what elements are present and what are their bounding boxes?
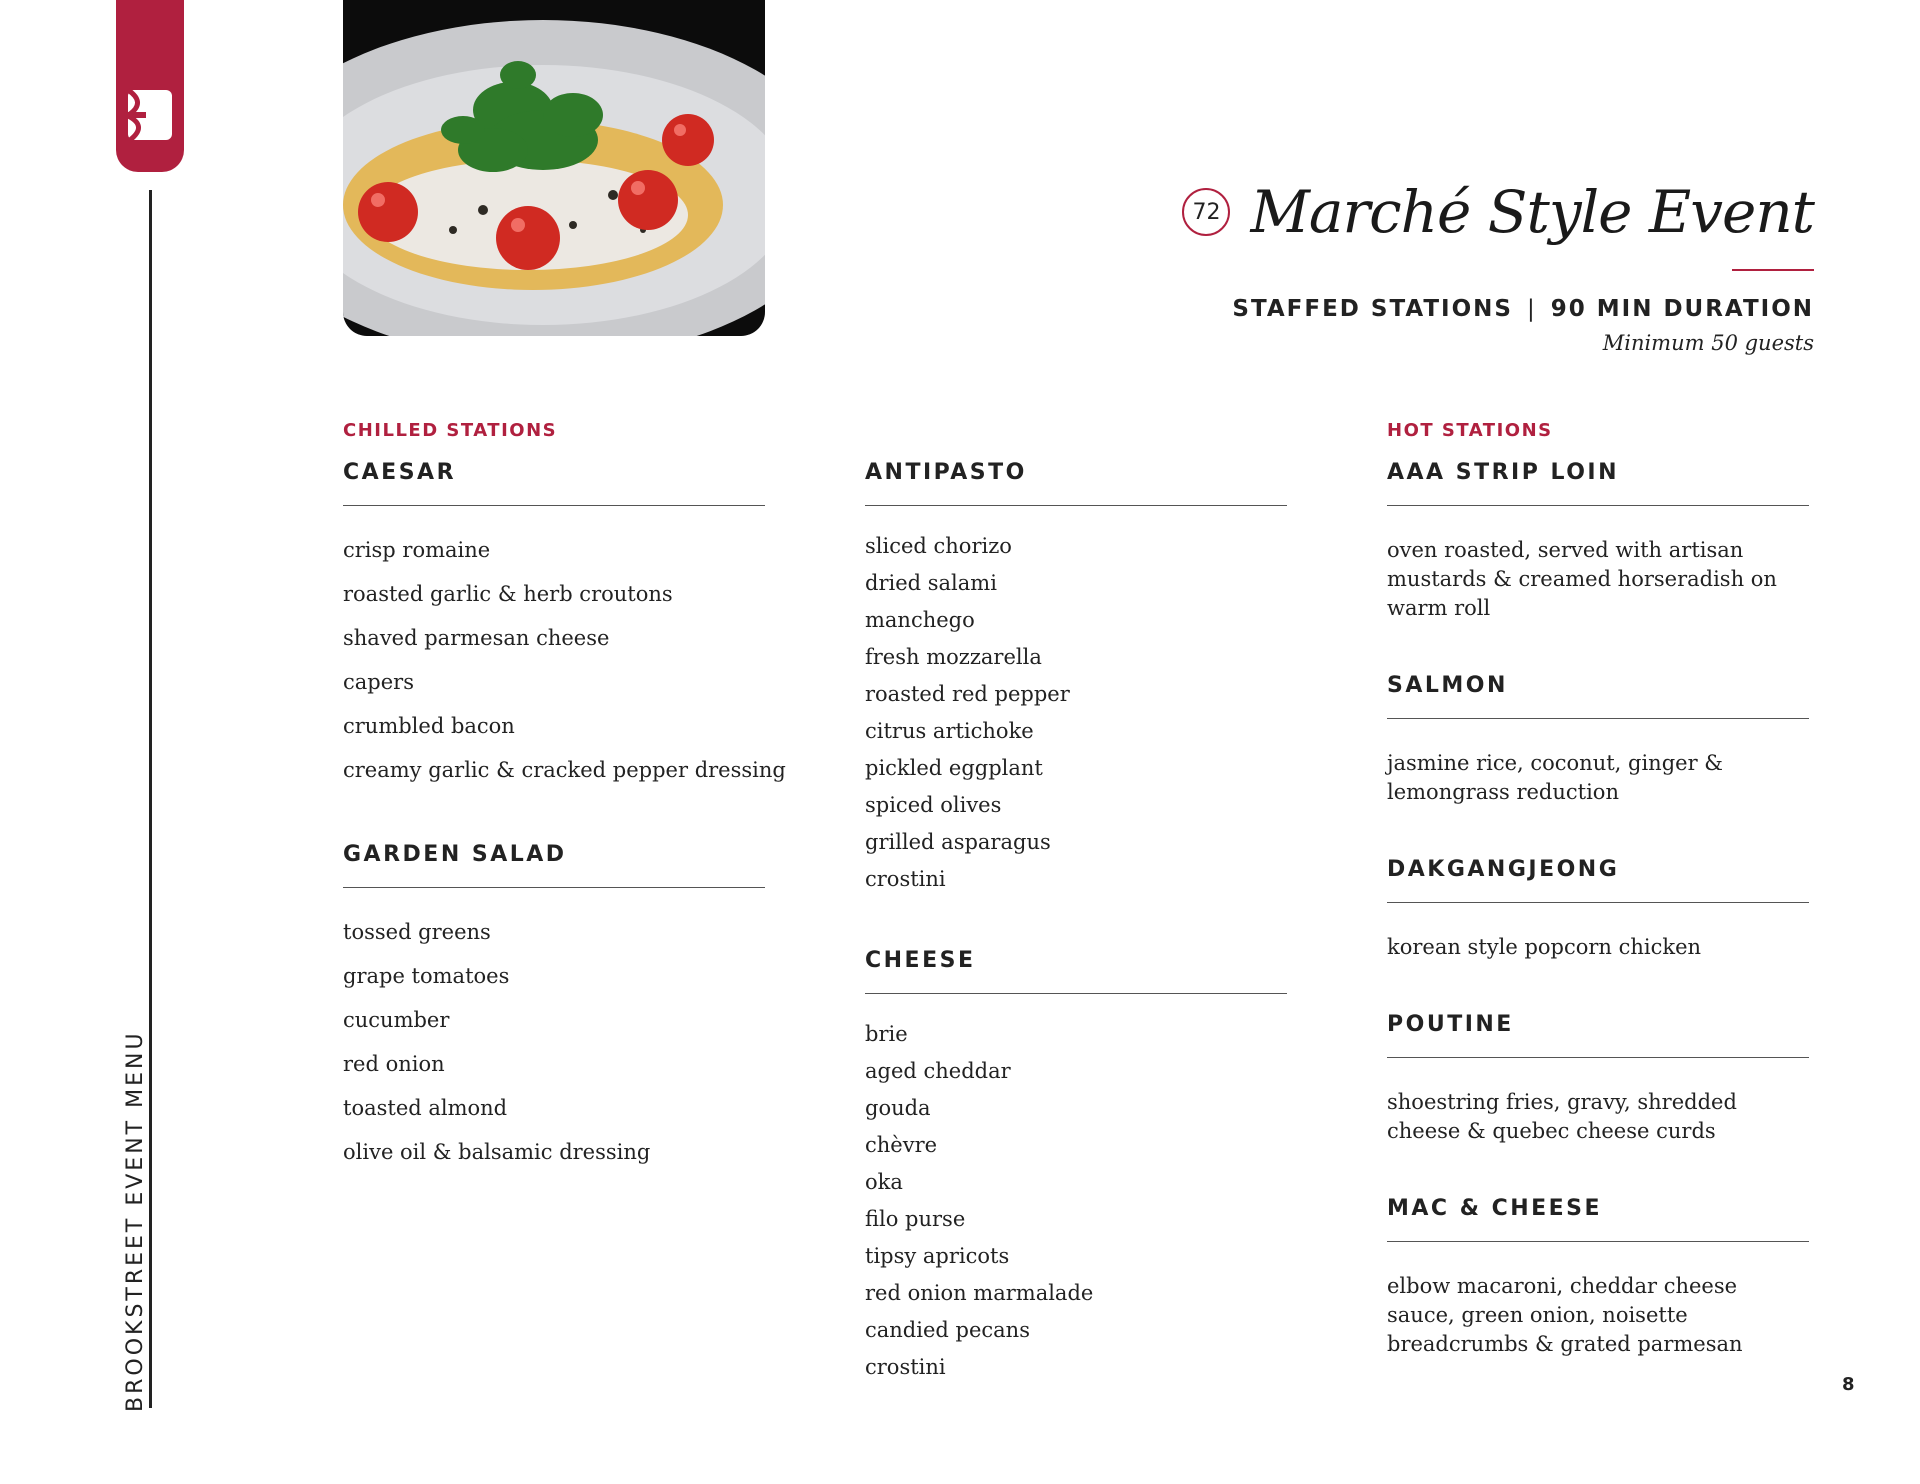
garden-salad-section	[343, 842, 765, 1174]
list-item: tossed greens	[343, 920, 491, 944]
cheese-section	[865, 948, 1287, 1386]
staffed-stations-label: STAFFED STATIONS	[1232, 296, 1513, 322]
salmon-description: jasmine rice, coconut, ginger & lemongrass reduction	[1387, 751, 1723, 804]
subtitle-separator: |	[1526, 296, 1537, 322]
list-item: grilled asparagus	[865, 830, 1051, 854]
mac-cheese-description: elbow macaroni, cheddar cheese sauce, green onion, noisette breadcrumbs & grated parmesan	[1387, 1274, 1743, 1356]
minimum-guests: Minimum 50 guests	[1602, 331, 1814, 355]
cheese-heading: CHEESE	[865, 948, 1287, 994]
list-item: grape tomatoes	[343, 964, 510, 988]
list-item: sliced chorizo	[865, 534, 1012, 558]
list-item: aged cheddar	[865, 1059, 1011, 1083]
column-chilled-1	[343, 420, 786, 1214]
antipasto-items	[865, 528, 1287, 898]
list-item: oka	[865, 1170, 903, 1194]
garden-salad-heading: GARDEN SALAD	[343, 842, 765, 888]
garden-salad-items	[343, 910, 765, 1174]
dakgangjeong-section	[1387, 857, 1809, 962]
mac-cheese-section	[1387, 1196, 1809, 1359]
list-item: shaved parmesan cheese	[343, 626, 610, 650]
caesar-section	[343, 460, 786, 792]
list-item: capers	[343, 670, 414, 694]
title-block	[1182, 178, 1814, 246]
list-item: roasted garlic & herb croutons	[343, 582, 673, 606]
antipasto-heading: ANTIPASTO	[865, 460, 1287, 506]
column-hot	[1387, 420, 1809, 1409]
cheese-items	[865, 1016, 1287, 1386]
antipasto-section	[865, 460, 1287, 898]
list-item: creamy garlic & cracked pepper dressing	[343, 758, 786, 782]
mac-cheese-heading: MAC & CHEESE	[1387, 1196, 1809, 1242]
duration-label: 90 MIN DURATION	[1550, 296, 1814, 322]
caesar-heading: CAESAR	[343, 460, 765, 506]
page-title: Marché Style Event	[1250, 178, 1814, 246]
category-spacer	[865, 420, 1287, 442]
list-item: gouda	[865, 1096, 931, 1120]
list-item: pickled eggplant	[865, 756, 1043, 780]
event-format	[1232, 296, 1814, 322]
list-item: manchego	[865, 608, 975, 632]
list-item: chèvre	[865, 1133, 938, 1157]
list-item: tipsy apricots	[865, 1244, 1010, 1268]
side-brand-text: BROOKSTREET EVENT MENU	[123, 1030, 148, 1412]
strip-loin-heading: AAA STRIP LOIN	[1387, 460, 1809, 506]
list-item: roasted red pepper	[865, 682, 1070, 706]
list-item: citrus artichoke	[865, 719, 1034, 743]
side-rule	[149, 190, 152, 1408]
list-item: crumbled bacon	[343, 714, 515, 738]
hot-stations-label: HOT STATIONS	[1387, 420, 1553, 441]
dakgangjeong-heading: DAKGANGJEONG	[1387, 857, 1809, 903]
list-item: cucumber	[343, 1008, 450, 1032]
salmon-heading: SALMON	[1387, 673, 1809, 719]
column-chilled-2	[865, 420, 1287, 1426]
caesar-items	[343, 528, 786, 792]
strip-loin-description: oven roasted, served with artisan mustards & creamed horseradish on warm roll	[1387, 538, 1777, 620]
strip-loin-section	[1387, 460, 1809, 623]
title-underline	[1732, 269, 1814, 271]
list-item: filo purse	[865, 1207, 966, 1231]
list-item: candied pecans	[865, 1318, 1030, 1342]
list-item: red onion	[343, 1052, 445, 1076]
list-item: dried salami	[865, 571, 997, 595]
poutine-section	[1387, 1012, 1809, 1146]
list-item: spiced olives	[865, 793, 1002, 817]
page-number: 8	[1842, 1374, 1855, 1395]
brand-tab	[116, 0, 184, 172]
poutine-heading: POUTINE	[1387, 1012, 1809, 1058]
list-item: crostini	[865, 1355, 946, 1379]
list-item: toasted almond	[343, 1096, 508, 1120]
salmon-section	[1387, 673, 1809, 807]
dakgangjeong-description: korean style popcorn chicken	[1387, 935, 1702, 959]
hero-food-photo	[343, 0, 765, 336]
menu-number-badge: 72	[1182, 188, 1230, 236]
list-item: olive oil & balsamic dressing	[343, 1140, 651, 1164]
poutine-description: shoestring fries, gravy, shredded cheese & quebec cheese curds	[1387, 1090, 1737, 1143]
brookstreet-logo-icon	[122, 88, 174, 142]
chilled-stations-label: CHILLED STATIONS	[343, 420, 558, 441]
list-item: crostini	[865, 867, 946, 891]
list-item: brie	[865, 1022, 908, 1046]
list-item: crisp romaine	[343, 538, 491, 562]
list-item: fresh mozzarella	[865, 645, 1042, 669]
list-item: red onion marmalade	[865, 1281, 1094, 1305]
